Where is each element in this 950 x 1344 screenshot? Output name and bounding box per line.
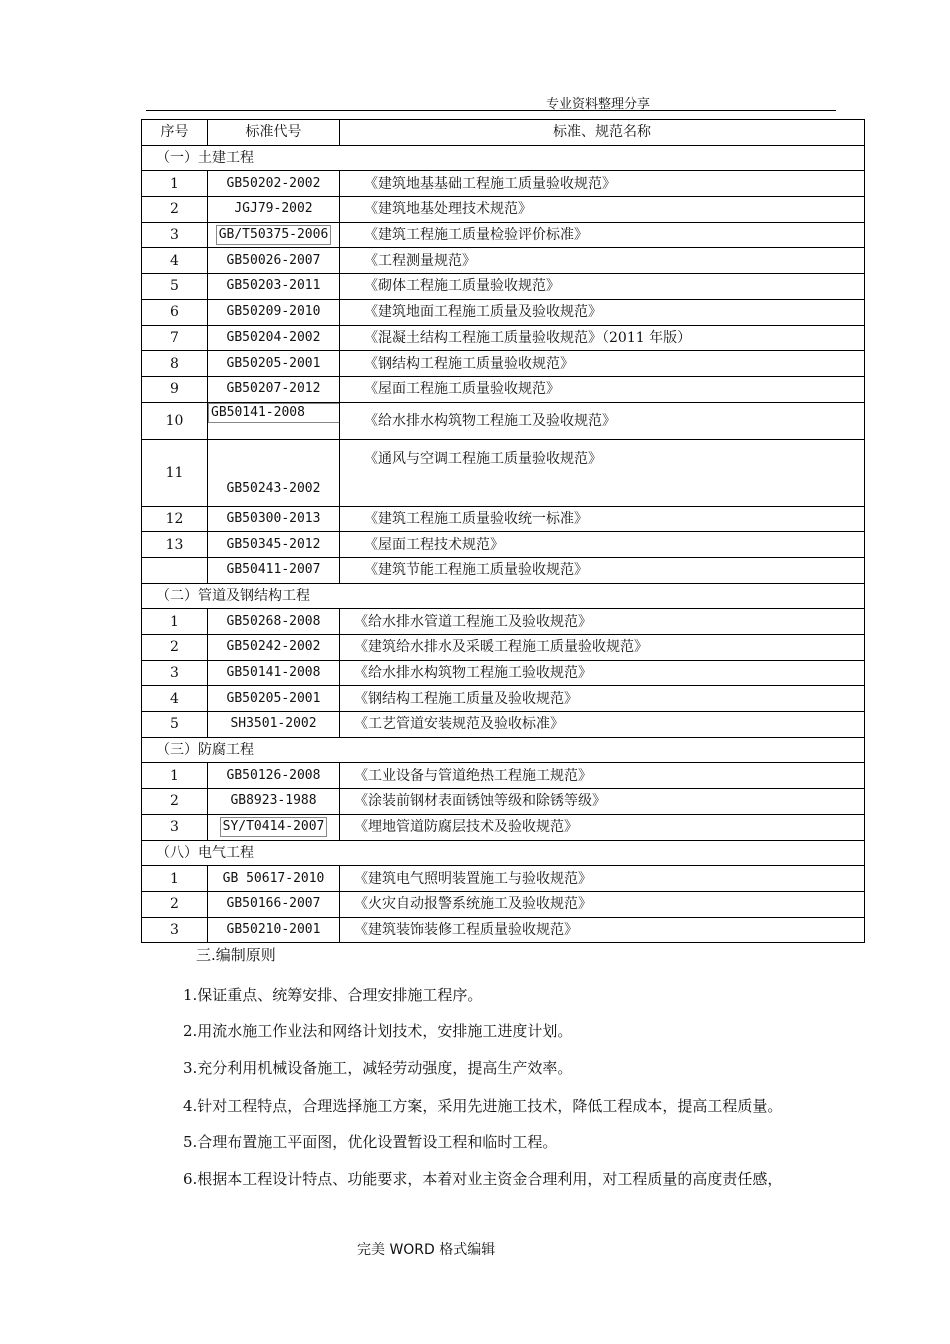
row-name: 《工程测量规范》 bbox=[340, 248, 865, 274]
table-row bbox=[142, 325, 865, 351]
section-row bbox=[142, 145, 865, 171]
row-no: 7 bbox=[142, 325, 208, 351]
table-row bbox=[142, 439, 865, 506]
row-code: GB50166-2007 bbox=[208, 891, 340, 917]
table-row bbox=[142, 609, 865, 635]
row-code bbox=[208, 814, 340, 840]
row-no: 10 bbox=[142, 402, 208, 439]
section-row bbox=[142, 737, 865, 763]
row-code: GB8923-1988 bbox=[208, 789, 340, 815]
row-name: 《给水排水管道工程施工及验收规范》 bbox=[340, 609, 865, 635]
table-row bbox=[142, 660, 865, 686]
row-name: 《给水排水构筑物工程施工及验收规范》 bbox=[340, 402, 865, 439]
row-code-text: GB/T50375-2006 bbox=[216, 225, 332, 245]
row-no: 5 bbox=[142, 274, 208, 300]
row-name: 《建筑工程施工质量验收统一标准》 bbox=[340, 506, 865, 532]
row-name: 《屋面工程施工质量验收规范》 bbox=[340, 376, 865, 402]
row-name: 《火灾自动报警系统施工及验收规范》 bbox=[340, 891, 865, 917]
section-title: （一）土建工程 bbox=[142, 145, 865, 171]
principles-title: 三.编制原则 bbox=[196, 946, 276, 964]
row-name: 《建筑工程施工质量检验评价标准》 bbox=[340, 222, 865, 248]
table-row bbox=[142, 506, 865, 532]
principle-item: 1.保证重点、统筹安排、合理安排施工程序。 bbox=[183, 986, 483, 1004]
table-row bbox=[142, 376, 865, 402]
column-header-code: 标准代号 bbox=[208, 120, 340, 146]
row-name: 《建筑电气照明装置施工与验收规范》 bbox=[340, 866, 865, 892]
row-code: GB50242-2002 bbox=[208, 635, 340, 661]
table-row bbox=[142, 197, 865, 223]
table-row bbox=[142, 686, 865, 712]
table-row bbox=[142, 351, 865, 377]
row-name: 《屋面工程技术规范》 bbox=[340, 532, 865, 558]
row-no: 3 bbox=[142, 222, 208, 248]
row-no: 1 bbox=[142, 763, 208, 789]
row-no: 1 bbox=[142, 171, 208, 197]
row-no: 3 bbox=[142, 814, 208, 840]
row-code: GB50202-2002 bbox=[208, 171, 340, 197]
table-row bbox=[142, 248, 865, 274]
principle-item: 2.用流水施工作业法和网络计划技术，安排施工进度计划。 bbox=[183, 1022, 573, 1040]
row-name: 《给水排水构筑物工程施工验收规范》 bbox=[340, 660, 865, 686]
row-name: 《建筑地面工程施工质量及验收规范》 bbox=[340, 299, 865, 325]
row-name: 《埋地管道防腐层技术及验收规范》 bbox=[340, 814, 865, 840]
row-code: GB50203-2011 bbox=[208, 274, 340, 300]
table-row bbox=[142, 917, 865, 943]
table-row bbox=[142, 557, 865, 583]
table-row bbox=[142, 274, 865, 300]
row-no: 2 bbox=[142, 891, 208, 917]
row-no: 3 bbox=[142, 660, 208, 686]
table-row bbox=[142, 814, 865, 840]
row-code: GB50207-2012 bbox=[208, 376, 340, 402]
page-header: 专业资料整理分享 bbox=[546, 97, 651, 112]
row-name: 《建筑节能工程施工质量验收规范》 bbox=[340, 557, 865, 583]
principle-item: 4.针对工程特点，合理选择施工方案，采用先进施工技术，降低工程成本，提高工程质量。 bbox=[183, 1097, 783, 1115]
row-no: 12 bbox=[142, 506, 208, 532]
row-code: GB50126-2008 bbox=[208, 763, 340, 789]
row-code-text: GB50141-2008 bbox=[208, 403, 340, 423]
row-no: 11 bbox=[142, 439, 208, 506]
row-name: 《钢结构工程施工质量验收规范》 bbox=[340, 351, 865, 377]
row-code: GB50345-2012 bbox=[208, 532, 340, 558]
row-name: 《通风与空调工程施工质量验收规范》 bbox=[340, 439, 865, 506]
header-rule bbox=[146, 110, 836, 111]
row-code-text: SY/T0414-2007 bbox=[220, 817, 328, 837]
row-no: 2 bbox=[142, 789, 208, 815]
row-code: GB50205-2001 bbox=[208, 351, 340, 377]
table-row bbox=[142, 866, 865, 892]
row-code: GB50411-2007 bbox=[208, 557, 340, 583]
table-row bbox=[142, 891, 865, 917]
row-name: 《钢结构工程施工质量及验收规范》 bbox=[340, 686, 865, 712]
table-row bbox=[142, 763, 865, 789]
row-code: GB50141-2008 bbox=[208, 660, 340, 686]
section-row bbox=[142, 583, 865, 609]
section-title: （八）电气工程 bbox=[142, 840, 865, 866]
section-title: （三）防腐工程 bbox=[142, 737, 865, 763]
row-no: 4 bbox=[142, 686, 208, 712]
row-name: 《建筑地基基础工程施工质量验收规范》 bbox=[340, 171, 865, 197]
row-code: SH3501-2002 bbox=[208, 712, 340, 738]
row-code bbox=[208, 402, 340, 439]
row-no: 1 bbox=[142, 866, 208, 892]
row-no: 4 bbox=[142, 248, 208, 274]
row-no: 3 bbox=[142, 917, 208, 943]
table-row bbox=[142, 299, 865, 325]
row-no: 9 bbox=[142, 376, 208, 402]
row-no: 2 bbox=[142, 197, 208, 223]
table-row bbox=[142, 222, 865, 248]
row-no: 13 bbox=[142, 532, 208, 558]
section-title: （二）管道及钢结构工程 bbox=[142, 583, 865, 609]
row-name: 《工艺管道安装规范及验收标准》 bbox=[340, 712, 865, 738]
section-row bbox=[142, 840, 865, 866]
principle-item: 6.根据本工程设计特点、功能要求，本着对业主资金合理利用，对工程质量的高度责任感， bbox=[183, 1170, 783, 1188]
row-code: GB50268-2008 bbox=[208, 609, 340, 635]
row-name: 《建筑给水排水及采暖工程施工质量验收规范》 bbox=[340, 635, 865, 661]
standards-table bbox=[141, 119, 865, 943]
row-code: GB50243-2002 bbox=[208, 439, 340, 506]
principle-item: 3.充分利用机械设备施工，减轻劳动强度，提高生产效率。 bbox=[183, 1059, 573, 1077]
table-row bbox=[142, 712, 865, 738]
row-name: 《工业设备与管道绝热工程施工规范》 bbox=[340, 763, 865, 789]
table-row bbox=[142, 789, 865, 815]
table-row bbox=[142, 635, 865, 661]
row-code: GB50209-2010 bbox=[208, 299, 340, 325]
column-header-name: 标准、规范名称 bbox=[340, 120, 865, 146]
row-code: GB 50617-2010 bbox=[208, 866, 340, 892]
row-name: 《砌体工程施工质量验收规范》 bbox=[340, 274, 865, 300]
page-footer: 完美 WORD 格式编辑 bbox=[357, 1242, 496, 1258]
row-name: 《建筑地基处理技术规范》 bbox=[340, 197, 865, 223]
row-code: GB50300-2013 bbox=[208, 506, 340, 532]
table-row bbox=[142, 171, 865, 197]
row-name: 《涂装前钢材表面锈蚀等级和除锈等级》 bbox=[340, 789, 865, 815]
row-no: 2 bbox=[142, 635, 208, 661]
table-row bbox=[142, 402, 865, 439]
principle-item: 5.合理布置施工平面图，优化设置暂设工程和临时工程。 bbox=[183, 1133, 558, 1151]
row-no: 5 bbox=[142, 712, 208, 738]
row-name: 《混凝土结构工程施工质量验收规范》（2011 年版） bbox=[340, 325, 865, 351]
row-code: JGJ79-2002 bbox=[208, 197, 340, 223]
row-no: 8 bbox=[142, 351, 208, 377]
table-row bbox=[142, 532, 865, 558]
table-header-row bbox=[142, 120, 865, 146]
row-code bbox=[208, 222, 340, 248]
row-no: 1 bbox=[142, 609, 208, 635]
row-code: GB50205-2001 bbox=[208, 686, 340, 712]
column-header-no: 序号 bbox=[142, 120, 208, 146]
row-code: GB50026-2007 bbox=[208, 248, 340, 274]
row-no: 6 bbox=[142, 299, 208, 325]
row-code: GB50204-2002 bbox=[208, 325, 340, 351]
row-name: 《建筑装饰装修工程质量验收规范》 bbox=[340, 917, 865, 943]
row-no bbox=[142, 557, 208, 583]
row-code: GB50210-2001 bbox=[208, 917, 340, 943]
